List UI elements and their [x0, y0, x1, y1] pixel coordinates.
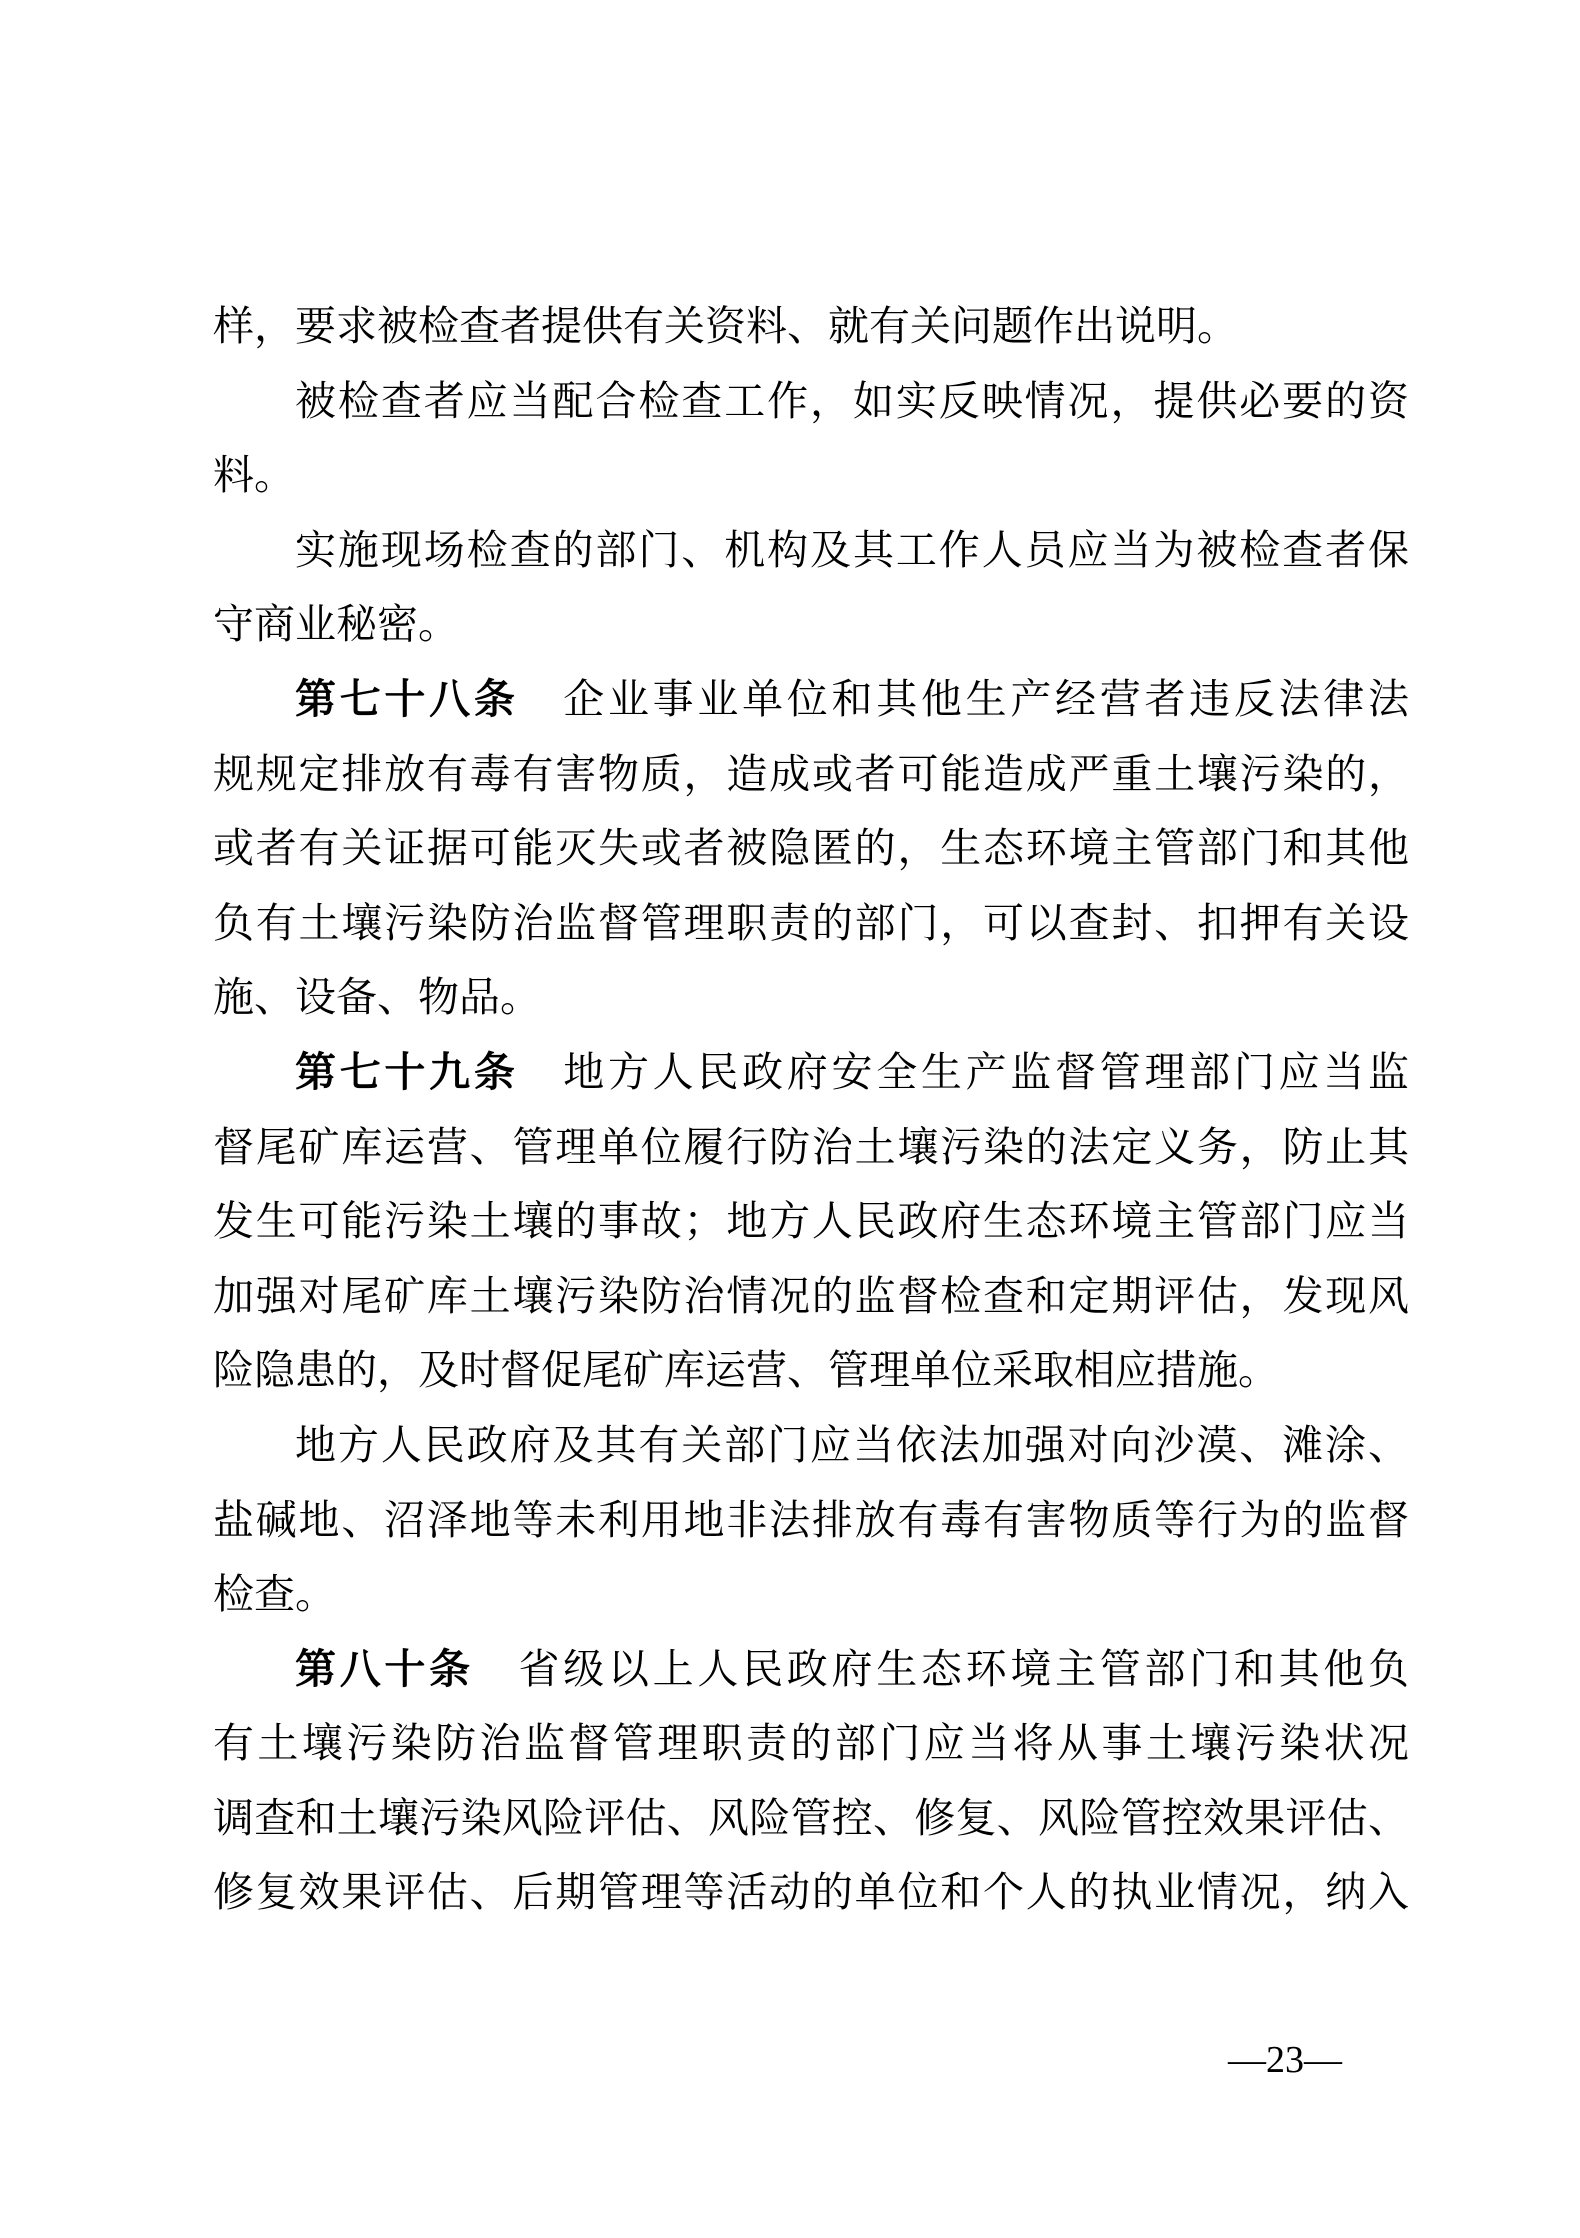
text-line — [213, 1483, 1409, 1558]
text-line — [213, 1706, 1409, 1781]
text-line — [213, 1408, 1409, 1483]
text-line — [213, 364, 1409, 439]
text-line — [213, 1110, 1409, 1185]
text-line — [213, 1035, 1409, 1110]
text-line — [213, 438, 1409, 513]
text-segment: 负有土壤污染防治监督管理职责的部门，可以查封、扣押有关设 — [213, 899, 1409, 946]
text-line — [213, 1781, 1409, 1856]
page-number: —23— — [1228, 2039, 1342, 2081]
text-segment: 加强对尾矿库土壤污染防治情况的监督检查和定期评估，发现风 — [213, 1272, 1409, 1319]
text-line — [213, 1259, 1409, 1334]
text-segment: 被检查者应当配合检查工作，如实反映情况，提供必要的资 — [295, 377, 1409, 424]
document-body — [213, 289, 1409, 1930]
article-number: 第七十八条 — [295, 675, 519, 722]
text-segment: 险隐患的，及时督促尾矿库运营、管理单位采取相应措施。 — [213, 1347, 1279, 1394]
text-line — [213, 1855, 1409, 1930]
text-segment: 盐碱地、沼泽地等未利用地非法排放有毒有害物质等行为的监督 — [213, 1496, 1409, 1543]
text-line — [213, 289, 1409, 364]
text-segment: 检查。 — [213, 1571, 336, 1618]
article-number: 第八十条 — [295, 1645, 474, 1692]
text-line — [213, 960, 1409, 1035]
text-line — [213, 1333, 1409, 1408]
text-line — [213, 811, 1409, 886]
text-segment: 或者有关证据可能灭失或者被隐匿的，生态环境主管部门和其他 — [213, 825, 1409, 872]
text-segment: 调查和土壤污染风险评估、风险管控、修复、风险管控效果评估、 — [213, 1794, 1409, 1841]
text-line — [213, 662, 1409, 737]
text-segment: 发生可能污染土壤的事故；地方人民政府生态环境主管部门应当 — [213, 1198, 1409, 1245]
text-segment: 修复效果评估、后期管理等活动的单位和个人的执业情况，纳入 — [213, 1869, 1409, 1916]
text-line — [213, 737, 1409, 812]
text-line — [213, 1184, 1409, 1259]
text-segment: 地方人民政府及其有关部门应当依法加强对向沙漠、滩涂、 — [295, 1421, 1409, 1468]
text-segment: 省级以上人民政府生态环境主管部门和其他负 — [473, 1645, 1410, 1692]
text-segment: 规规定排放有毒有害物质，造成或者可能造成严重土壤污染的， — [213, 750, 1409, 797]
article-number: 第七十九条 — [295, 1048, 519, 1095]
text-segment: 施、设备、物品。 — [213, 974, 541, 1021]
text-line — [213, 1632, 1409, 1707]
text-line — [213, 513, 1409, 588]
text-line — [213, 587, 1409, 662]
text-line — [213, 1557, 1409, 1632]
text-segment: 企业事业单位和其他生产经营者违反法律法 — [518, 675, 1410, 722]
text-segment: 地方人民政府安全生产监督管理部门应当监 — [518, 1048, 1410, 1095]
text-segment: 有土壤污染防治监督管理职责的部门应当将从事土壤污染状况 — [213, 1720, 1409, 1767]
text-line — [213, 886, 1409, 961]
text-segment: 样，要求被检查者提供有关资料、就有关问题作出说明。 — [213, 303, 1238, 349]
text-segment: 实施现场检查的部门、机构及其工作人员应当为被检查者保 — [295, 526, 1409, 573]
text-segment: 督尾矿库运营、管理单位履行防治土壤污染的法定义务，防止其 — [213, 1123, 1409, 1170]
text-segment: 守商业秘密。 — [213, 601, 459, 648]
text-segment: 料。 — [213, 452, 295, 499]
